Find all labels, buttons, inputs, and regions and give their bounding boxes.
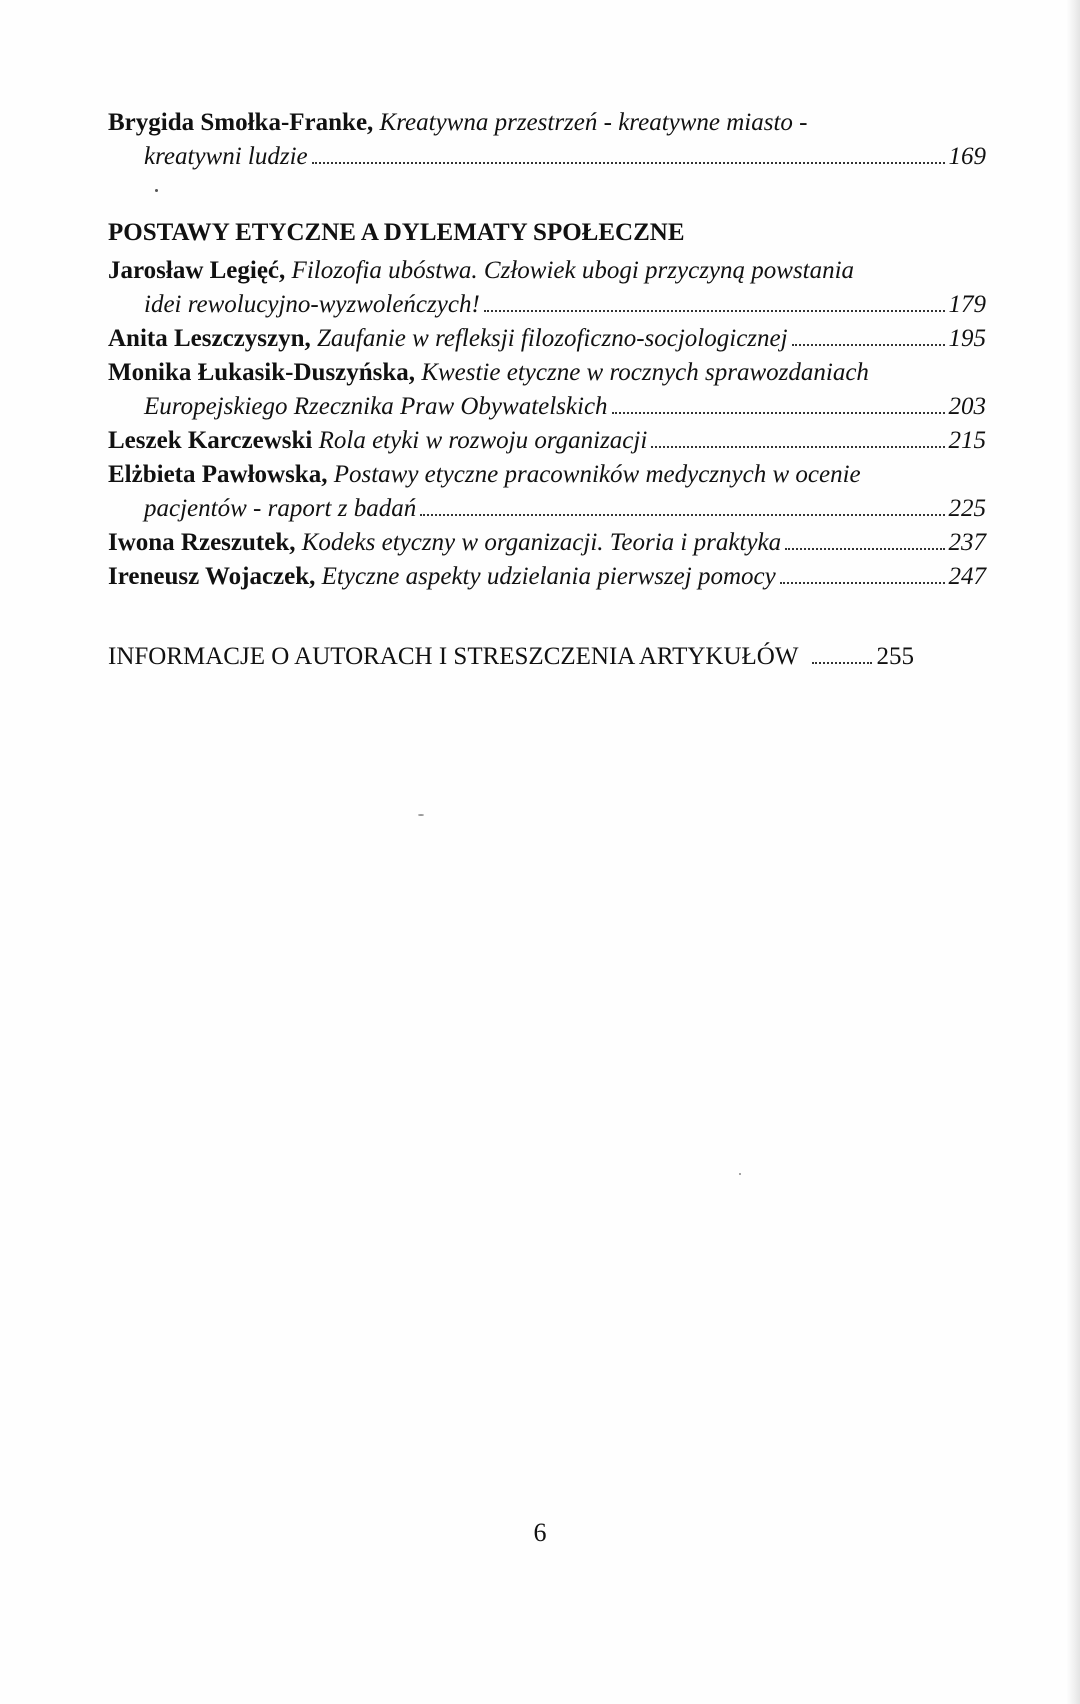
- entry-title: Kodeks etyczny w organizacji. Teoria i praktyka: [301, 529, 782, 556]
- scan-speck: [418, 814, 424, 816]
- entry-first-line: [108, 106, 986, 140]
- page-number: 6: [533, 1518, 547, 1547]
- spacer: [108, 174, 986, 216]
- entry-page-number: 215: [948, 427, 986, 454]
- entry-page-number: 169: [948, 143, 986, 170]
- entry-title: Rola etyki w rozwoju organizacji: [318, 427, 648, 454]
- entry-first-line: [108, 254, 986, 288]
- entry-author: Ireneusz Wojaczek,: [108, 563, 316, 590]
- entry-line: [108, 322, 986, 356]
- dot-leader: [484, 310, 945, 312]
- entry-title-continuation: pacjentów - raport z badań: [144, 495, 417, 522]
- toc-entry: [108, 356, 986, 424]
- spacer: [108, 594, 986, 640]
- entry-author: Monika Łukasik-Duszyńska,: [108, 359, 416, 386]
- dot-leader: [785, 548, 944, 550]
- final-section-entry: [108, 640, 986, 674]
- toc-entry: [108, 458, 986, 526]
- entry-title-continuation: Europejskiego Rzecznika Praw Obywatelskich: [144, 393, 608, 420]
- entry-author: Anita Leszczyszyn,: [108, 325, 311, 352]
- final-section-label: INFORMACJE O AUTORACH I STRESZCZENIA ARTYKUŁÓW: [108, 643, 799, 670]
- entry-continuation-line: [108, 140, 986, 174]
- entry-author: Iwona Rzeszutek,: [108, 529, 296, 556]
- entry-title: Etyczne aspekty udzielania pierwszej pomocy: [321, 563, 776, 590]
- toc-entry: [108, 560, 986, 594]
- toc-entry: [108, 526, 986, 560]
- entry-author: Jarosław Legięć,: [108, 257, 286, 284]
- entry-title-continuation: idei rewolucyjno-wyzwoleńczych!: [144, 291, 480, 318]
- entry-title: Kwestie etyczne w rocznych sprawozdaniach: [421, 359, 869, 386]
- dot-leader: [792, 344, 945, 346]
- scan-speck: [739, 1173, 741, 1175]
- entry-author: Leszek Karczewski: [108, 427, 313, 454]
- entry-page-number: 247: [948, 563, 986, 590]
- toc-entry: [108, 254, 986, 322]
- entry-title: Filozofia ubóstwa. Człowiek ubogi przyczyną powstania: [291, 257, 855, 284]
- entry-line: [108, 424, 986, 458]
- entry-title: Postawy etyczne pracowników medycznych w ocenie: [333, 461, 861, 488]
- table-of-contents: [108, 106, 986, 674]
- entry-title: Kreatywna przestrzeń - kreatywne miasto -: [379, 109, 808, 136]
- dot-leader: [780, 582, 945, 584]
- entry-page-number: 237: [948, 529, 986, 556]
- page-edge-shadow: [1066, 0, 1080, 1704]
- entry-first-line: [108, 458, 986, 492]
- entry-line: [108, 526, 986, 560]
- entry-continuation-line: [108, 492, 986, 526]
- toc-entry: [108, 322, 986, 356]
- dot-leader: [312, 162, 945, 164]
- entry-page-number: 179: [948, 291, 986, 318]
- scan-speck: [155, 189, 158, 192]
- entry-continuation-line: [108, 288, 986, 322]
- entry-continuation-line: [108, 390, 986, 424]
- dot-leader: [651, 446, 944, 448]
- entry-page-number: 195: [948, 325, 986, 352]
- dot-leader: [812, 662, 872, 664]
- entry-title: Zaufanie w refleksji filozoficzno-socjologicznej: [317, 325, 788, 352]
- entry-author: Brygida Smołka-Franke,: [108, 109, 374, 136]
- entry-page-number: 203: [948, 393, 986, 420]
- entry-line: [108, 560, 986, 594]
- toc-entry: [108, 424, 986, 458]
- entry-first-line: [108, 356, 986, 390]
- dot-leader: [612, 412, 945, 414]
- entry-page-number: 225: [948, 495, 986, 522]
- toc-entry: [108, 106, 986, 174]
- final-section-page-number: 255: [876, 643, 914, 670]
- entry-author: Elżbieta Pawłowska,: [108, 461, 328, 488]
- entry-title-continuation: kreatywni ludzie: [144, 143, 308, 170]
- section-heading: POSTAWY ETYCZNE A DYLEMATY SPOŁECZNE: [108, 219, 685, 246]
- dot-leader: [420, 514, 944, 516]
